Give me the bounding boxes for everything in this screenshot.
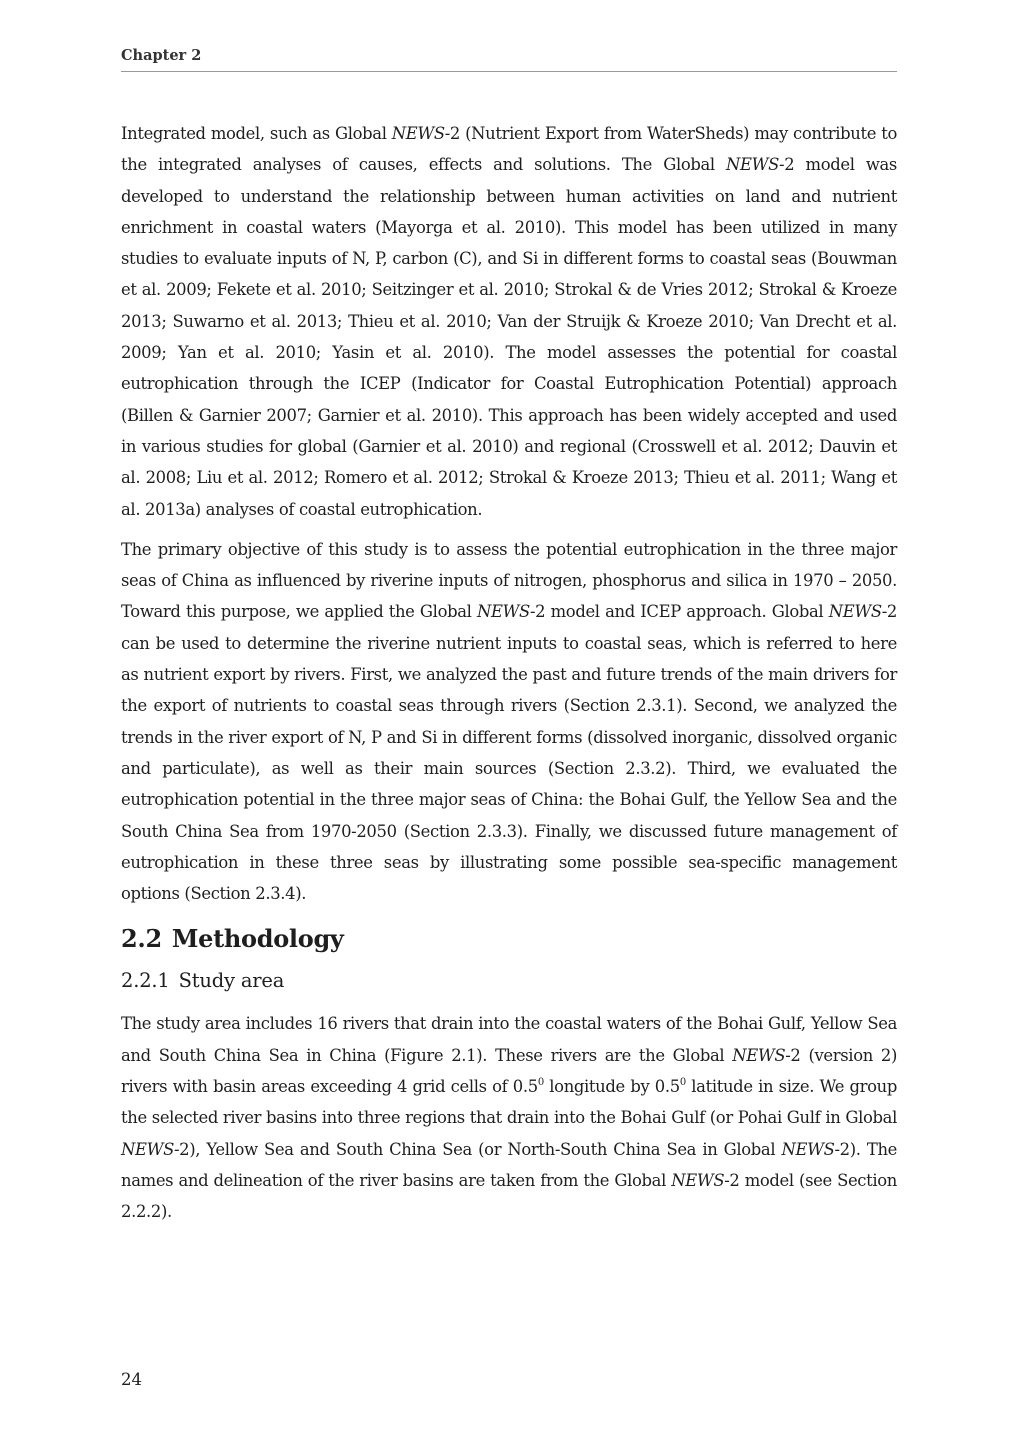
model-name-italic: NEWS [476,602,530,622]
text-run: longitude by 0.5 [543,1077,680,1097]
model-name-italic: NEWS [671,1170,725,1190]
section-title: Methodology [171,924,344,954]
section-heading [121,922,897,956]
subsection-number: 2.2.1 [121,969,170,993]
text-run: -2 model was developed to understand the relationship between human activities on land and nutrient enrichment in coastal waters (Mayorga et al. 2010). This model has been utilized in many studies to evaluate inputs of N, P, carbon (C), and Si in different forms to coastal seas (Bouwman et al. 2009; Fekete et al. 2010; Seitzinger et al. 2010; Strokal & de Vries 2012; Strokal & Kroeze 2013; Suwarno et al. 2013; Thieu et al. 2010; Van der Struijk & Kroeze 2010; Van Drecht et al. 2009; Yan et al. 2010; Yasin et al. 2010). The model assesses the potential for coastal eutrophication through the ICEP (Indicator for Coastal Eutrophication Potential) approach (Billen & Garnier 2007; Garnier et al. 2010). This approach has been widely accepted and used in various studies for global (Garnier et al. 2010) and regional (Crosswell et al. 2012; Dauvin et al. 2008; Liu et al. 2012; Romero et al. 2012; Strokal & Kroeze 2013; Thieu et al. 2011; Wang et al. 2013a) analyses of coastal eutrophication. [121,155,897,519]
text-run: The primary objective of this study is to assess the potential eutrophication in the three major seas of China as influenced by riverine inputs of nitrogen, phosphorus and silica in 1970 – 2050. Toward this purpose, we applied the Global [121,539,897,622]
model-name-italic: NEWS [391,124,445,143]
superscript: 0 [537,1077,544,1089]
text-run: Integrated model, such as Global [121,124,392,143]
text-run: -2 model (see Section 2.2.2). [121,1170,897,1222]
model-name-italic: NEWS [121,1139,174,1159]
model-name-italic: NEWS [732,1045,786,1065]
page-number: 24 [121,1370,142,1389]
section-number: 2.2 [121,924,162,954]
text-run: The study area includes 16 rivers that drain into the coastal waters of the Bohai Gulf, Yellow Sea and South China Sea in China (Figure 2.1). These rivers are the Global [121,1014,897,1065]
model-name-italic: NEWS [781,1139,835,1159]
text-run: -2 (Nutrient Export from WaterSheds) may contribute to the integrated analyses of causes, effects and solutions. The Global [121,124,897,175]
body-text [121,118,897,1228]
text-run: latitude in size. We group the selected river basins into three regions that drain into the Bohai Gulf (or Pohai Gulf in Global [121,1077,897,1128]
paragraph-objective [121,534,897,910]
paragraph-study-area [121,1008,897,1227]
superscript: 0 [679,1077,686,1089]
model-name-italic: NEWS [726,155,780,175]
header-rule [121,71,897,72]
running-head: Chapter 2 [121,47,202,64]
text-run: -2 (version 2) rivers with basin areas exceeding 4 grid cells of 0.5 [121,1045,897,1097]
text-run: -2 can be used to determine the riverine nutrient inputs to coastal seas, which is referred to here as nutrient export by rivers. First, we analyzed the past and future trends of the main drivers for the export of nutrients to coastal seas through rivers (Section 2.3.1). Second, we analyzed the trends in the river export of N, P and Si in different forms (dissolved inorganic, dissolved organic and particulate), as well as their main sources (Section 2.3.2). Third, we evaluated the eutrophication potential in the three major seas of China: the Bohai Gulf, the Yellow Sea and the South China Sea from 1970-2050 (Section 2.3.3). Finally, we discussed future management of eutrophication in these three seas by illustrating some possible sea-specific management options (Section 2.3.4). [121,602,897,904]
subsection-heading [121,966,897,996]
text-run: -2). The names and delineation of the river basins are taken from the Global [121,1139,898,1190]
paragraph-intro [121,118,897,525]
subsection-title: Study area [178,969,285,993]
text-run: -2 model and ICEP approach. Global [529,602,829,622]
model-name-italic: NEWS [828,602,882,622]
text-run: -2), Yellow Sea and South China Sea (or North-South China Sea in Global [173,1139,782,1159]
